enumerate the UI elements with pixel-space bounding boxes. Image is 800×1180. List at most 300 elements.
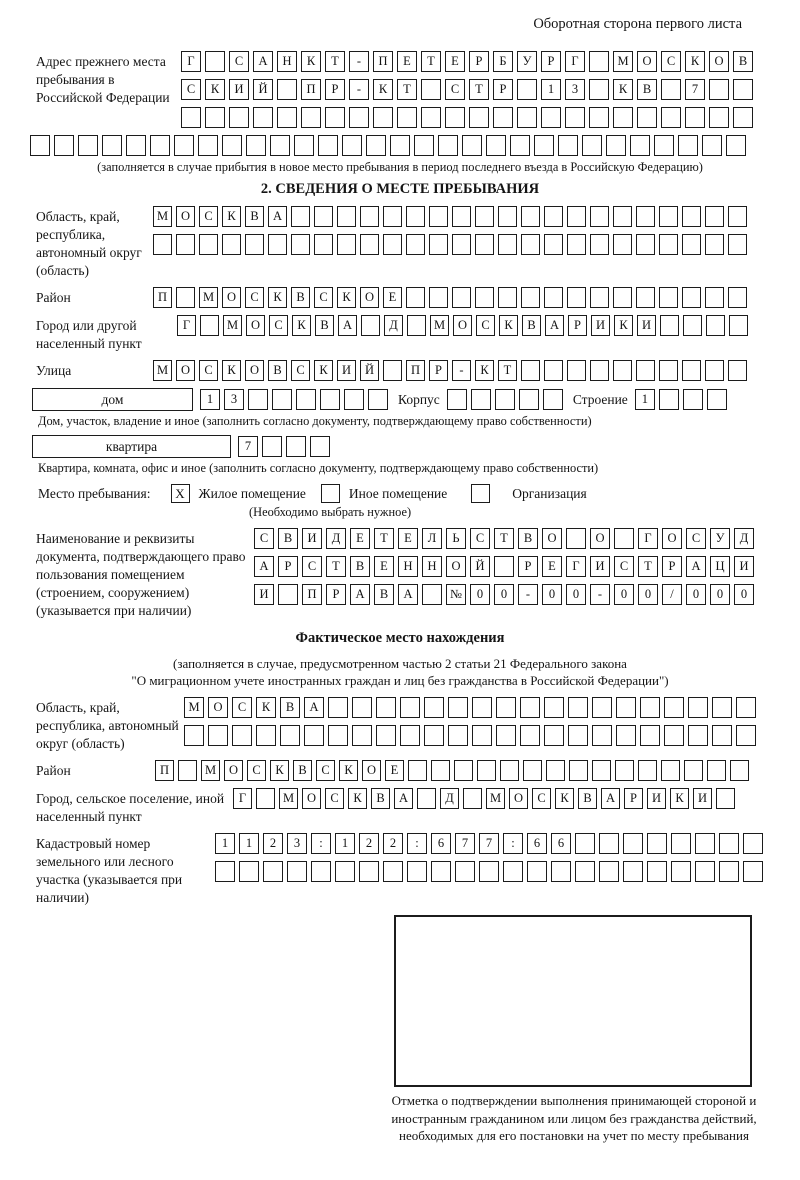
char-box[interactable]: М	[613, 51, 633, 72]
char-box[interactable]	[728, 234, 747, 255]
char-box[interactable]: И	[734, 556, 754, 577]
char-box[interactable]	[373, 107, 393, 128]
char-box[interactable]	[521, 360, 540, 381]
char-box[interactable]: Р	[429, 360, 448, 381]
char-box[interactable]: Р	[518, 556, 538, 577]
char-box[interactable]: Е	[398, 528, 418, 549]
char-box[interactable]	[498, 287, 517, 308]
char-box[interactable]: -	[452, 360, 471, 381]
char-box[interactable]: П	[373, 51, 393, 72]
char-box[interactable]	[383, 206, 402, 227]
char-box[interactable]	[558, 135, 578, 156]
char-box[interactable]	[498, 206, 517, 227]
char-box[interactable]	[736, 725, 756, 746]
char-box[interactable]	[647, 861, 667, 882]
char-box[interactable]	[712, 697, 732, 718]
residential-checkbox[interactable]: X	[171, 484, 190, 503]
char-box[interactable]	[222, 234, 241, 255]
char-box[interactable]	[592, 760, 611, 781]
char-box[interactable]: К	[222, 360, 241, 381]
char-box[interactable]	[445, 107, 465, 128]
char-box[interactable]	[582, 135, 602, 156]
char-box[interactable]: С	[470, 528, 490, 549]
char-box[interactable]: :	[407, 833, 427, 854]
char-box[interactable]: :	[503, 833, 523, 854]
char-box[interactable]	[294, 135, 314, 156]
char-box[interactable]: И	[591, 315, 610, 336]
char-box[interactable]	[349, 107, 369, 128]
char-box[interactable]: Д	[440, 788, 459, 809]
char-box[interactable]: Т	[421, 51, 441, 72]
char-box[interactable]	[407, 315, 426, 336]
char-box[interactable]	[178, 760, 197, 781]
char-box[interactable]	[262, 436, 282, 457]
char-box[interactable]	[406, 206, 425, 227]
char-box[interactable]	[475, 206, 494, 227]
char-box[interactable]	[521, 206, 540, 227]
char-box[interactable]	[659, 206, 678, 227]
char-box[interactable]: 1	[335, 833, 355, 854]
char-box[interactable]	[400, 725, 420, 746]
char-box[interactable]	[198, 135, 218, 156]
char-box[interactable]	[664, 697, 684, 718]
char-box[interactable]	[229, 107, 249, 128]
char-box[interactable]: 1	[215, 833, 235, 854]
char-box[interactable]: М	[223, 315, 242, 336]
char-box[interactable]	[421, 79, 441, 100]
char-box[interactable]: 0	[470, 584, 490, 605]
char-box[interactable]	[575, 861, 595, 882]
char-box[interactable]	[368, 389, 388, 410]
char-box[interactable]	[253, 107, 273, 128]
char-box[interactable]	[606, 135, 626, 156]
char-box[interactable]	[291, 206, 310, 227]
char-box[interactable]: 6	[551, 833, 571, 854]
char-box[interactable]: Р	[662, 556, 682, 577]
char-box[interactable]	[246, 135, 266, 156]
char-box[interactable]: М	[153, 360, 172, 381]
char-box[interactable]	[325, 107, 345, 128]
char-box[interactable]	[733, 79, 753, 100]
char-box[interactable]	[448, 725, 468, 746]
char-box[interactable]: Г	[233, 788, 252, 809]
char-box[interactable]: А	[253, 51, 273, 72]
char-box[interactable]	[623, 833, 643, 854]
char-box[interactable]: 2	[383, 833, 403, 854]
char-box[interactable]	[527, 861, 547, 882]
char-box[interactable]	[421, 107, 441, 128]
char-box[interactable]	[705, 206, 724, 227]
char-box[interactable]	[709, 79, 729, 100]
char-box[interactable]	[544, 697, 564, 718]
char-box[interactable]	[661, 79, 681, 100]
char-box[interactable]	[636, 206, 655, 227]
char-box[interactable]	[406, 234, 425, 255]
char-box[interactable]	[397, 107, 417, 128]
char-box[interactable]: К	[222, 206, 241, 227]
char-box[interactable]	[448, 697, 468, 718]
char-box[interactable]	[592, 697, 612, 718]
char-box[interactable]	[592, 725, 612, 746]
char-box[interactable]	[544, 725, 564, 746]
char-box[interactable]	[337, 206, 356, 227]
char-box[interactable]: О	[245, 360, 264, 381]
char-box[interactable]	[408, 760, 427, 781]
char-box[interactable]: Н	[422, 556, 442, 577]
char-box[interactable]	[360, 234, 379, 255]
char-box[interactable]: Ц	[710, 556, 730, 577]
char-box[interactable]	[590, 206, 609, 227]
char-box[interactable]: О	[246, 315, 265, 336]
char-box[interactable]: Н	[398, 556, 418, 577]
char-box[interactable]	[729, 315, 748, 336]
char-box[interactable]: 2	[359, 833, 379, 854]
char-box[interactable]	[636, 287, 655, 308]
char-box[interactable]: С	[302, 556, 322, 577]
char-box[interactable]: К	[670, 788, 689, 809]
char-box[interactable]: 0	[734, 584, 754, 605]
char-box[interactable]: А	[254, 556, 274, 577]
char-box[interactable]: К	[268, 287, 287, 308]
char-box[interactable]	[660, 315, 679, 336]
char-box[interactable]: В	[578, 788, 597, 809]
char-box[interactable]	[590, 287, 609, 308]
char-box[interactable]: Д	[384, 315, 403, 336]
char-box[interactable]: Р	[326, 584, 346, 605]
char-box[interactable]: 7	[479, 833, 499, 854]
char-box[interactable]	[245, 234, 264, 255]
char-box[interactable]	[376, 697, 396, 718]
char-box[interactable]: О	[224, 760, 243, 781]
char-box[interactable]	[671, 861, 691, 882]
char-box[interactable]: №	[446, 584, 466, 605]
char-box[interactable]	[623, 861, 643, 882]
char-box[interactable]: Ь	[446, 528, 466, 549]
char-box[interactable]: /	[662, 584, 682, 605]
char-box[interactable]: Е	[350, 528, 370, 549]
char-box[interactable]: В	[280, 697, 300, 718]
char-box[interactable]	[383, 861, 403, 882]
char-box[interactable]	[199, 234, 218, 255]
char-box[interactable]	[472, 725, 492, 746]
char-box[interactable]	[431, 861, 451, 882]
char-box[interactable]	[520, 725, 540, 746]
char-box[interactable]: С	[686, 528, 706, 549]
char-box[interactable]: П	[406, 360, 425, 381]
char-box[interactable]: Т	[638, 556, 658, 577]
char-box[interactable]	[707, 760, 726, 781]
char-box[interactable]	[496, 725, 516, 746]
char-box[interactable]: С	[232, 697, 252, 718]
char-box[interactable]	[613, 206, 632, 227]
char-box[interactable]: В	[268, 360, 287, 381]
char-box[interactable]: Е	[397, 51, 417, 72]
char-box[interactable]	[417, 788, 436, 809]
char-box[interactable]	[566, 528, 586, 549]
char-box[interactable]: О	[222, 287, 241, 308]
char-box[interactable]: Е	[383, 287, 402, 308]
char-box[interactable]	[678, 135, 698, 156]
char-box[interactable]	[683, 389, 703, 410]
char-box[interactable]: Т	[374, 528, 394, 549]
char-box[interactable]: К	[339, 760, 358, 781]
char-box[interactable]: М	[430, 315, 449, 336]
char-box[interactable]	[716, 788, 735, 809]
char-box[interactable]	[452, 234, 471, 255]
char-box[interactable]	[102, 135, 122, 156]
char-box[interactable]	[424, 725, 444, 746]
char-box[interactable]	[494, 556, 514, 577]
char-box[interactable]: С	[247, 760, 266, 781]
char-box[interactable]	[517, 79, 537, 100]
char-box[interactable]: 1	[239, 833, 259, 854]
char-box[interactable]: Г	[181, 51, 201, 72]
char-box[interactable]: М	[486, 788, 505, 809]
char-box[interactable]: К	[337, 287, 356, 308]
char-box[interactable]: А	[268, 206, 287, 227]
char-box[interactable]	[366, 135, 386, 156]
char-box[interactable]	[568, 697, 588, 718]
char-box[interactable]	[291, 234, 310, 255]
char-box[interactable]: М	[184, 697, 204, 718]
char-box[interactable]: К	[555, 788, 574, 809]
char-box[interactable]	[280, 725, 300, 746]
char-box[interactable]	[477, 760, 496, 781]
char-box[interactable]: И	[647, 788, 666, 809]
char-box[interactable]	[615, 760, 634, 781]
char-box[interactable]: С	[661, 51, 681, 72]
char-box[interactable]: :	[311, 833, 331, 854]
char-box[interactable]: С	[614, 556, 634, 577]
char-box[interactable]: В	[278, 528, 298, 549]
char-box[interactable]	[176, 287, 195, 308]
char-box[interactable]	[510, 135, 530, 156]
char-box[interactable]	[567, 206, 586, 227]
char-box[interactable]	[614, 528, 634, 549]
other-premises-checkbox[interactable]	[321, 484, 340, 503]
char-box[interactable]: 1	[200, 389, 220, 410]
char-box[interactable]	[654, 135, 674, 156]
char-box[interactable]	[184, 725, 204, 746]
char-box[interactable]	[682, 206, 701, 227]
char-box[interactable]	[613, 234, 632, 255]
char-box[interactable]: Р	[541, 51, 561, 72]
char-box[interactable]	[630, 135, 650, 156]
char-box[interactable]: Р	[469, 51, 489, 72]
char-box[interactable]	[590, 360, 609, 381]
char-box[interactable]: Р	[325, 79, 345, 100]
char-box[interactable]	[683, 315, 702, 336]
char-box[interactable]	[390, 135, 410, 156]
char-box[interactable]: 0	[614, 584, 634, 605]
char-box[interactable]	[706, 315, 725, 336]
char-box[interactable]: О	[360, 287, 379, 308]
char-box[interactable]: 1	[635, 389, 655, 410]
char-box[interactable]	[728, 206, 747, 227]
char-box[interactable]	[733, 107, 753, 128]
char-box[interactable]	[636, 234, 655, 255]
char-box[interactable]: Е	[445, 51, 465, 72]
char-box[interactable]: К	[205, 79, 225, 100]
char-box[interactable]	[567, 287, 586, 308]
char-box[interactable]: О	[662, 528, 682, 549]
char-box[interactable]	[736, 697, 756, 718]
char-box[interactable]	[565, 107, 585, 128]
char-box[interactable]	[498, 234, 517, 255]
char-box[interactable]: Б	[493, 51, 513, 72]
char-box[interactable]	[176, 234, 195, 255]
char-box[interactable]: С	[532, 788, 551, 809]
char-box[interactable]	[688, 725, 708, 746]
char-box[interactable]: О	[176, 206, 195, 227]
char-box[interactable]: Е	[385, 760, 404, 781]
char-box[interactable]: -	[349, 79, 369, 100]
char-box[interactable]: К	[256, 697, 276, 718]
char-box[interactable]: И	[302, 528, 322, 549]
char-box[interactable]	[543, 389, 563, 410]
char-box[interactable]: И	[693, 788, 712, 809]
char-box[interactable]	[361, 315, 380, 336]
char-box[interactable]: 0	[710, 584, 730, 605]
char-box[interactable]: Й	[253, 79, 273, 100]
char-box[interactable]: О	[590, 528, 610, 549]
house-type-field[interactable]: дом	[32, 388, 193, 411]
char-box[interactable]	[286, 436, 306, 457]
char-box[interactable]: В	[293, 760, 312, 781]
char-box[interactable]	[719, 833, 739, 854]
char-box[interactable]	[462, 135, 482, 156]
char-box[interactable]: 7	[685, 79, 705, 100]
char-box[interactable]	[534, 135, 554, 156]
char-box[interactable]: В	[350, 556, 370, 577]
char-box[interactable]	[685, 107, 705, 128]
char-box[interactable]	[475, 234, 494, 255]
char-box[interactable]: С	[445, 79, 465, 100]
char-box[interactable]: В	[518, 528, 538, 549]
char-box[interactable]	[181, 107, 201, 128]
char-box[interactable]: -	[349, 51, 369, 72]
char-box[interactable]: Е	[542, 556, 562, 577]
char-box[interactable]	[589, 79, 609, 100]
char-box[interactable]	[568, 725, 588, 746]
char-box[interactable]	[575, 833, 595, 854]
char-box[interactable]: А	[338, 315, 357, 336]
char-box[interactable]: М	[201, 760, 220, 781]
char-box[interactable]	[521, 287, 540, 308]
char-box[interactable]: Р	[493, 79, 513, 100]
char-box[interactable]	[544, 206, 563, 227]
char-box[interactable]	[495, 389, 515, 410]
char-box[interactable]	[452, 287, 471, 308]
char-box[interactable]	[400, 697, 420, 718]
char-box[interactable]: О	[709, 51, 729, 72]
char-box[interactable]	[637, 107, 657, 128]
char-box[interactable]	[239, 861, 259, 882]
char-box[interactable]	[314, 206, 333, 227]
char-box[interactable]	[328, 697, 348, 718]
char-box[interactable]: О	[542, 528, 562, 549]
char-box[interactable]	[695, 861, 715, 882]
char-box[interactable]	[311, 861, 331, 882]
char-box[interactable]: М	[279, 788, 298, 809]
char-box[interactable]	[523, 760, 542, 781]
char-box[interactable]	[429, 287, 448, 308]
char-box[interactable]	[640, 697, 660, 718]
char-box[interactable]: В	[291, 287, 310, 308]
char-box[interactable]: И	[590, 556, 610, 577]
char-box[interactable]: 0	[566, 584, 586, 605]
char-box[interactable]: О	[208, 697, 228, 718]
char-box[interactable]: 0	[494, 584, 514, 605]
char-box[interactable]: 6	[431, 833, 451, 854]
char-box[interactable]	[256, 788, 275, 809]
char-box[interactable]: С	[269, 315, 288, 336]
char-box[interactable]: И	[637, 315, 656, 336]
char-box[interactable]	[521, 234, 540, 255]
char-box[interactable]	[726, 135, 746, 156]
char-box[interactable]	[599, 833, 619, 854]
char-box[interactable]	[589, 51, 609, 72]
char-box[interactable]	[383, 360, 402, 381]
char-box[interactable]	[684, 760, 703, 781]
char-box[interactable]: Й	[360, 360, 379, 381]
char-box[interactable]	[661, 760, 680, 781]
char-box[interactable]	[205, 107, 225, 128]
char-box[interactable]	[447, 389, 467, 410]
char-box[interactable]: С	[325, 788, 344, 809]
char-box[interactable]	[414, 135, 434, 156]
char-box[interactable]	[78, 135, 98, 156]
char-box[interactable]: Г	[566, 556, 586, 577]
apartment-type-field[interactable]: квартира	[32, 435, 231, 458]
char-box[interactable]	[296, 389, 316, 410]
char-box[interactable]: В	[374, 584, 394, 605]
char-box[interactable]: У	[710, 528, 730, 549]
char-box[interactable]: Т	[494, 528, 514, 549]
char-box[interactable]	[174, 135, 194, 156]
char-box[interactable]: С	[199, 206, 218, 227]
char-box[interactable]: -	[518, 584, 538, 605]
char-box[interactable]	[208, 725, 228, 746]
char-box[interactable]: Г	[638, 528, 658, 549]
char-box[interactable]: А	[398, 584, 418, 605]
char-box[interactable]	[486, 135, 506, 156]
char-box[interactable]	[493, 107, 513, 128]
char-box[interactable]	[590, 234, 609, 255]
char-box[interactable]	[463, 788, 482, 809]
char-box[interactable]	[232, 725, 252, 746]
char-box[interactable]	[272, 389, 292, 410]
char-box[interactable]	[438, 135, 458, 156]
char-box[interactable]	[352, 725, 372, 746]
char-box[interactable]	[503, 861, 523, 882]
char-box[interactable]: 2	[263, 833, 283, 854]
char-box[interactable]: А	[686, 556, 706, 577]
char-box[interactable]	[705, 360, 724, 381]
char-box[interactable]	[479, 861, 499, 882]
char-box[interactable]	[659, 287, 678, 308]
char-box[interactable]	[360, 206, 379, 227]
char-box[interactable]: И	[254, 584, 274, 605]
char-box[interactable]	[613, 287, 632, 308]
char-box[interactable]: К	[348, 788, 367, 809]
char-box[interactable]	[431, 760, 450, 781]
char-box[interactable]: О	[446, 556, 466, 577]
char-box[interactable]: И	[229, 79, 249, 100]
char-box[interactable]: 3	[287, 833, 307, 854]
char-box[interactable]	[546, 760, 565, 781]
char-box[interactable]: К	[614, 315, 633, 336]
